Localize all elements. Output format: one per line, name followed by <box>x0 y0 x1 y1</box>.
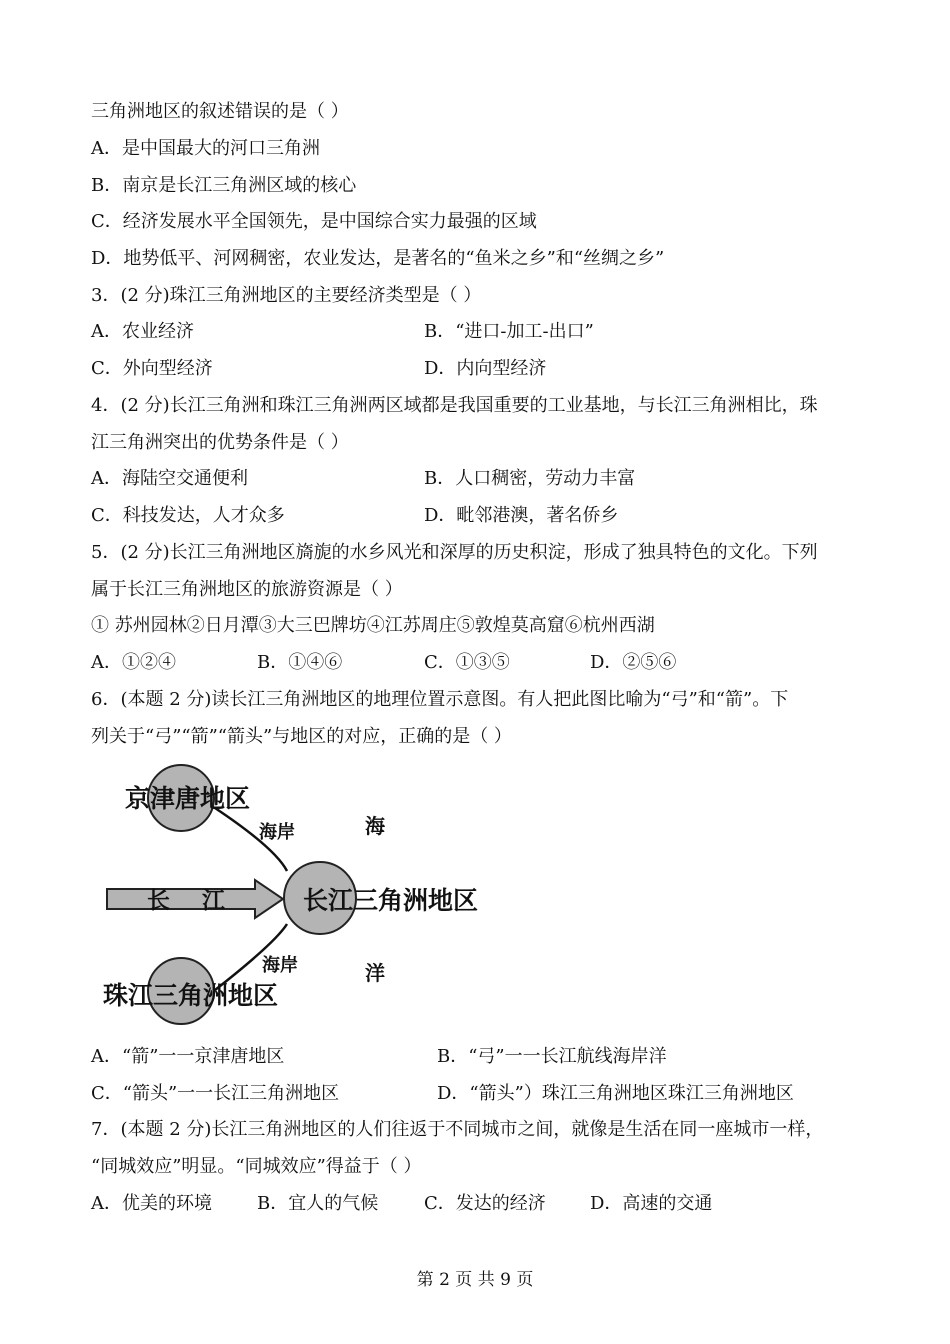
q4-option-d: D．毗邻港澳，著名侨乡 <box>424 505 619 526</box>
q6-option-c: C．“箭头”一一长江三角洲地区 <box>91 1083 340 1104</box>
center-region-label: 长江三角洲地区 <box>303 886 479 915</box>
q4-option-c: C．科技发达，人才众多 <box>91 505 285 526</box>
q5-items: ① 苏州园林②日月潭③大三巴牌坊④江苏周庄⑤敦煌莫高窟⑥杭州西湖 <box>91 615 655 636</box>
river-label: 长 江 <box>147 888 226 914</box>
q5-stem-line1: 5．(2 分)长江三角洲地区旖旎的水乡风光和深厚的历史积淀，形成了独具特色的文化。下列 <box>91 542 818 563</box>
q6-option-b: B．“弓”一一长江航线海岸洋 <box>437 1046 667 1067</box>
q7-stem-line1: 7．(本题 2 分)长江三角洲地区的人们往返于不同城市之间，就像是生活在同一座城市一样， <box>91 1119 824 1140</box>
q3-stem: 3．(2 分)珠江三角洲地区的主要经济类型是（ ） <box>91 285 482 306</box>
q5-stem-line2: 属于长江三角洲地区的旅游资源是（ ） <box>91 579 403 600</box>
q4-stem-line2: 江三角洲突出的优势条件是（ ） <box>91 432 349 453</box>
coast-label-top: 海岸 <box>259 822 295 843</box>
q2-option-d: D．地势低平、河网稠密，农业发达，是著名的“鱼米之乡”和“丝绸之乡” <box>91 248 665 269</box>
coast-label-bottom: 海岸 <box>262 955 298 976</box>
q5-option-c: C．①③⑤ <box>424 652 510 673</box>
q7-option-a: A．优美的环境 <box>91 1193 212 1214</box>
q7-option-d: D．高速的交通 <box>590 1193 713 1214</box>
q2-option-c: C．经济发展水平全国领先，是中国综合实力最强的区域 <box>91 211 537 232</box>
top-region-label: 京津唐地区 <box>125 784 251 813</box>
q7-option-b: B．宜人的气候 <box>257 1193 379 1214</box>
q3-option-a: A．农业经济 <box>91 321 194 342</box>
sea-label-top: 海 <box>365 814 385 838</box>
q3-option-c: C．外向型经济 <box>91 358 213 379</box>
q2-option-a: A．是中国最大的河口三角洲 <box>91 138 320 159</box>
q6-stem-line2: 列关于“弓”“箭”“箭头”与地区的对应，正确的是（ ） <box>91 726 512 747</box>
q2-option-b: B．南京是长江三角洲区域的核心 <box>91 175 357 196</box>
q4-option-a: A．海陆空交通便利 <box>91 468 248 489</box>
q3-option-b: B．“进口-加工-出口” <box>424 321 594 342</box>
q4-stem-line1: 4．(2 分)长江三角洲和珠江三角洲两区域都是我国重要的工业基地，与长江三角洲相比，珠 <box>91 395 818 416</box>
q5-option-b: B．①④⑥ <box>257 652 343 673</box>
page-number: 第 2 页 共 9 页 <box>416 1270 534 1290</box>
q5-option-d: D．②⑤⑥ <box>590 652 677 673</box>
q6-option-a: A．“箭”一一京津唐地区 <box>91 1046 285 1067</box>
q5-option-a: A．①②④ <box>91 652 176 673</box>
bottom-region-label: 珠江三角洲地区 <box>103 981 279 1010</box>
sea-label-bottom: 洋 <box>365 961 385 985</box>
q6-option-d: D．“箭头”）珠江三角洲地区珠江三角洲地区 <box>437 1083 794 1104</box>
q2-stem: 三角洲地区的叙述错误的是（ ） <box>91 101 349 122</box>
q7-stem-line2: “同城效应”明显。“同城效应”得益于（ ） <box>91 1156 422 1177</box>
yangtze-delta-location-diagram <box>95 758 515 1028</box>
q6-stem-line1: 6．(本题 2 分)读长江三角洲地区的地理位置示意图。有人把此图比喻为“弓”和“箭”。下 <box>91 689 789 710</box>
q7-option-c: C．发达的经济 <box>424 1193 546 1214</box>
q4-option-b: B．人口稠密，劳动力丰富 <box>424 468 636 489</box>
q3-option-d: D．内向型经济 <box>424 358 547 379</box>
